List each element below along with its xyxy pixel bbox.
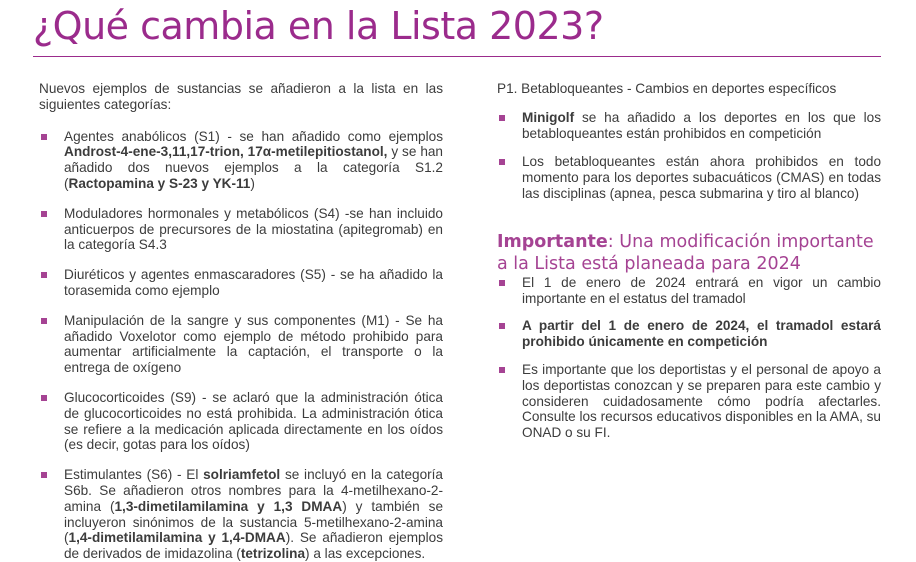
section-title: P1. Betabloqueantes - Cambios en deportes específicos (497, 81, 837, 96)
list-item-awareness: Es importante que los deportistas y el personal de apoyo a los deportistas conozcan y se preparen para este cambio y consideren cuidadosamente cómo podría afectarles. Consulte los recursos educativos disponibles en la AMA, su ONAD o su FI. (497, 362, 881, 441)
substance-list (39, 129, 443, 562)
list-item-diuretics: Diuréticos y agentes enmascaradores (S5) - se ha añadido la torasemida como ejemplo (39, 267, 443, 299)
list-item-hormonal: Moduladores hormonales y metabólicos (S4) -se han incluido anticuerpos de precursores de la miostatina (apitegromab) en la categoría S4.3 (39, 206, 443, 253)
important-list (497, 275, 881, 441)
list-item-stimulants: Estimulantes (S6) - El solriamfetol se incluyó en la categoría S6b. Se añadieron otros nombres para la 4-metilhexano-2-amina (1,3-dimetilamilamina y 1,3 DMAA) y también se incluyeron sinónimos de la sustancia 5-metilhexano-2-amina (1,4-dimetilamilamina y 1,4-DMAA). Se añadieron ejemplos de derivados de imidazolina (tetrizolina) a las excepciones. (39, 467, 443, 562)
list-item-tramadol-change: El 1 de enero de 2024 entrará en vigor un cambio importante en el estatus del tramadol (497, 275, 881, 307)
list-item-glucocorticoids: Glucocorticoides (S9) - se aclaró que la administración ótica de glucocorticoides no está prohibida. La administración ótica se refiere a la medicación aplicada directamente en los oídos (es decir, gotas para los oídos) (39, 390, 443, 453)
list-item-tramadol-date: A partir del 1 de enero de 2024, el tramadol estará prohibido únicamente en competición (497, 318, 881, 350)
right-column (497, 81, 881, 441)
list-item-underwater: Los betabloqueantes están ahora prohibidos en todo momento para los deportes subacuáticos (CMAS) en todas las disciplinas (apnea, pesca submarina y tiro al blanco) (497, 154, 881, 201)
left-column (39, 81, 443, 562)
title-divider (33, 56, 881, 57)
page-title: ¿Qué cambia en la Lista 2023? (33, 4, 604, 48)
betablocker-list (497, 110, 881, 202)
list-item-minigolf: Minigolf se ha añadido a los deportes en los que los betabloqueantes están prohibidos en competición (497, 110, 881, 142)
list-item-anabolic: Agentes anabólicos (S1) - se han añadido como ejemplos Androst-4-ene-3,11,17-trion, 17α-metilepitiostanol, y se han añadido dos nuevos ejemplos a la categoría S1.2 (Ractopamina y S-23 y YK-11) (39, 129, 443, 192)
intro-text: Nuevos ejemplos de sustancias se añadieron a la lista en las siguientes categorías: (39, 81, 443, 112)
list-item-blood: Manipulación de la sangre y sus componentes (M1) - Se ha añadido Voxelotor como ejemplo de método prohibido para aumentar artificialmente la captación, el transporte o la entrega de oxígeno (39, 313, 443, 376)
important-heading: Importante: Una modificación importante a la Lista está planeada para 2024 (497, 231, 874, 274)
